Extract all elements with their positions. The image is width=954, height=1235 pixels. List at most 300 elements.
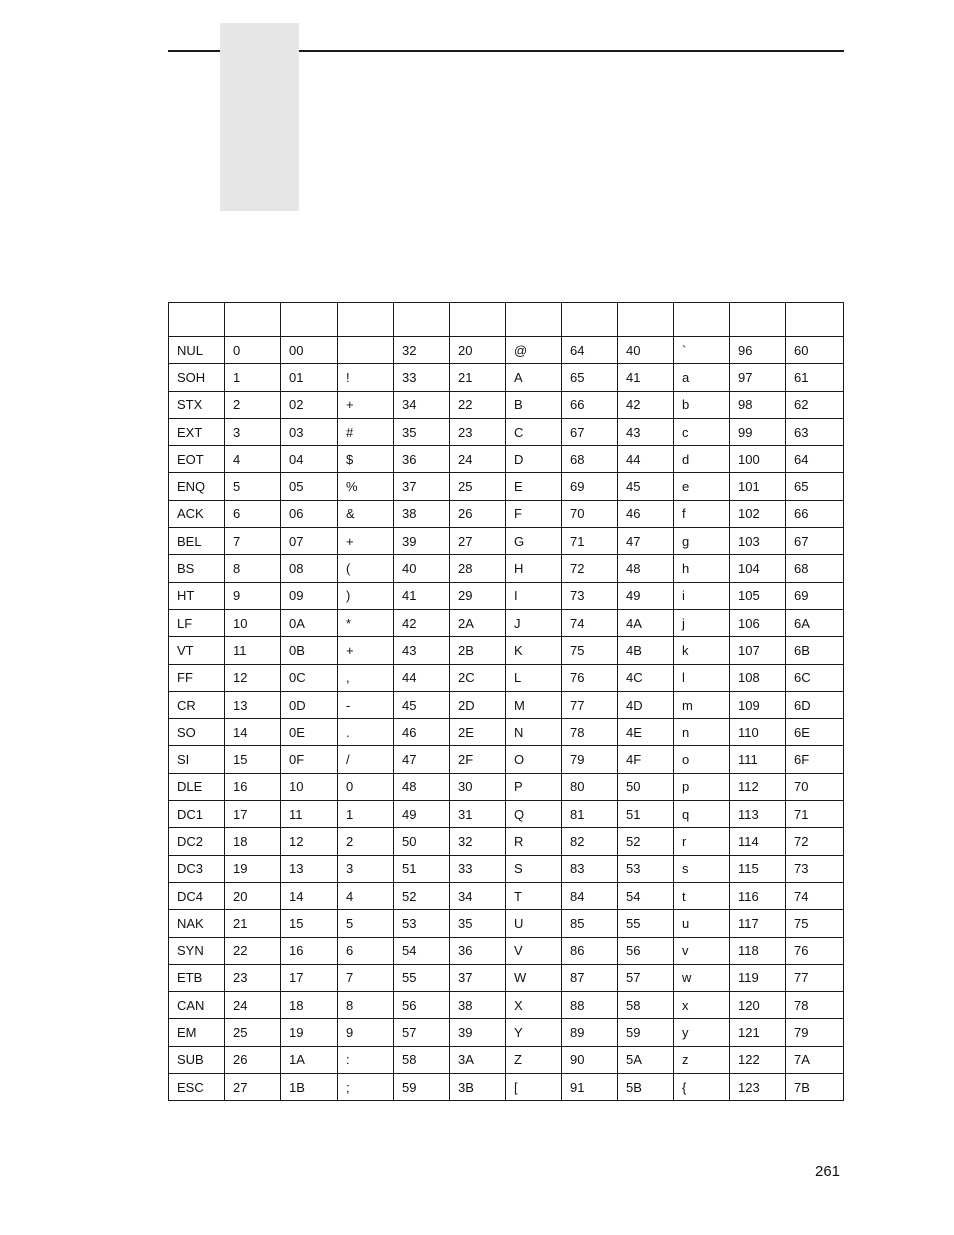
table-cell: 17 [281,964,338,991]
table-row [169,691,844,718]
table-cell: 27 [225,1074,281,1101]
table-cell: 114 [730,828,786,855]
table-cell: 32 [450,828,506,855]
table-cell: 0B [281,637,338,664]
table-cell: EXT [169,418,225,445]
table-cell: 66 [786,500,844,527]
table-cell: 03 [281,418,338,445]
table-cell: 7A [786,1046,844,1073]
table-cell: 25 [450,473,506,500]
table-cell: 0F [281,746,338,773]
table-cell: 12 [225,664,281,691]
table-cell: 73 [562,582,618,609]
table-cell: 121 [730,1019,786,1046]
table-cell: p [674,773,730,800]
chapter-tab-block [220,23,299,211]
table-cell: HT [169,582,225,609]
table-cell: v [674,937,730,964]
table-cell: 6B [786,637,844,664]
table-cell: 102 [730,500,786,527]
table-cell: 0A [281,609,338,636]
table-cell: 01 [281,364,338,391]
table-cell: SUB [169,1046,225,1073]
table-cell: 85 [562,910,618,937]
table-cell: ) [338,582,394,609]
table-cell: 58 [394,1046,450,1073]
table-cell: 106 [730,609,786,636]
column-header [394,303,450,337]
table-cell: Y [506,1019,562,1046]
table-cell: 3 [338,855,394,882]
table-cell: S [506,855,562,882]
table-cell: 9 [338,1019,394,1046]
table-cell: 104 [730,555,786,582]
table-cell: h [674,555,730,582]
table-cell: 68 [562,446,618,473]
table-cell: 20 [225,882,281,909]
table-cell: 13 [225,691,281,718]
table-cell: 22 [450,391,506,418]
table-cell: $ [338,446,394,473]
table-cell: 112 [730,773,786,800]
table-cell: d [674,446,730,473]
table-cell: 76 [562,664,618,691]
table-cell: 50 [394,828,450,855]
table-cell: 52 [394,882,450,909]
page-number: 261 [815,1163,841,1180]
table-cell: 2E [450,719,506,746]
table-cell: Z [506,1046,562,1073]
table-cell: + [338,528,394,555]
table-cell: 74 [786,882,844,909]
table-cell: g [674,528,730,555]
table-cell: 55 [618,910,674,937]
table-cell: 60 [786,337,844,364]
table-cell: 4A [618,609,674,636]
table-cell: j [674,609,730,636]
table-cell: 41 [394,582,450,609]
table-cell: 0C [281,664,338,691]
table-cell: - [338,691,394,718]
table-cell: NAK [169,910,225,937]
table-cell: 10 [225,609,281,636]
table-cell: 69 [786,582,844,609]
table-cell: + [338,391,394,418]
table-cell: 44 [618,446,674,473]
table-cell: 36 [450,937,506,964]
table-cell: 88 [562,992,618,1019]
table-cell: 80 [562,773,618,800]
table-cell: [ [506,1074,562,1101]
table-cell: # [338,418,394,445]
column-header [506,303,562,337]
table-row [169,719,844,746]
table-cell: 1B [281,1074,338,1101]
header-rule-left [168,50,220,52]
table-cell: 15 [281,910,338,937]
table-cell: 2C [450,664,506,691]
table-cell: 72 [786,828,844,855]
table-cell: 107 [730,637,786,664]
table-cell: { [674,1074,730,1101]
table-cell: 50 [618,773,674,800]
table-cell: 71 [786,801,844,828]
ascii-code-table [168,302,844,1101]
column-header [225,303,281,337]
table-cell: 0 [225,337,281,364]
table-cell: e [674,473,730,500]
table-cell: ESC [169,1074,225,1101]
table-cell: 08 [281,555,338,582]
table-cell: STX [169,391,225,418]
table-cell: N [506,719,562,746]
table-cell: BEL [169,528,225,555]
table-cell: BS [169,555,225,582]
table-cell: 45 [618,473,674,500]
table-row [169,992,844,1019]
table-cell: G [506,528,562,555]
table-cell: 101 [730,473,786,500]
table-row [169,801,844,828]
table-cell: 3B [450,1074,506,1101]
column-header [674,303,730,337]
table-cell: m [674,691,730,718]
table-cell: 46 [394,719,450,746]
table-row [169,937,844,964]
table-cell: 63 [786,418,844,445]
table-cell: CAN [169,992,225,1019]
table-cell: 59 [618,1019,674,1046]
table-cell: 64 [562,337,618,364]
table-cell: E [506,473,562,500]
table-cell: 67 [786,528,844,555]
table-cell: 100 [730,446,786,473]
table-cell: EM [169,1019,225,1046]
table-cell: 74 [562,609,618,636]
table-cell: 43 [618,418,674,445]
table-cell: 120 [730,992,786,1019]
table-cell: 30 [450,773,506,800]
table-cell: 79 [562,746,618,773]
table-cell: M [506,691,562,718]
table-cell: 35 [450,910,506,937]
table-row [169,1074,844,1101]
table-cell: 6 [338,937,394,964]
table-cell: 2 [338,828,394,855]
table-cell: 56 [618,937,674,964]
table-cell: % [338,473,394,500]
table-cell: 4C [618,664,674,691]
column-header [169,303,225,337]
table-row [169,1019,844,1046]
table-cell: 68 [786,555,844,582]
table-cell: 37 [450,964,506,991]
table-cell: LF [169,609,225,636]
table-cell: 78 [562,719,618,746]
table-cell: 72 [562,555,618,582]
table-cell: 24 [225,992,281,1019]
table-cell: 7B [786,1074,844,1101]
column-header [730,303,786,337]
table-cell: 06 [281,500,338,527]
table-row [169,828,844,855]
table-cell: 115 [730,855,786,882]
table-cell: 64 [786,446,844,473]
table-cell: 67 [562,418,618,445]
table-header-row [169,303,844,337]
table-cell: 116 [730,882,786,909]
table-cell: VT [169,637,225,664]
table-cell: 6 [225,500,281,527]
table-cell: 49 [394,801,450,828]
table-cell: 82 [562,828,618,855]
table-cell: 55 [394,964,450,991]
table-cell: 99 [730,418,786,445]
table-cell: 89 [562,1019,618,1046]
table-cell: ! [338,364,394,391]
table-cell: 12 [281,828,338,855]
table-cell: 97 [730,364,786,391]
table-cell: y [674,1019,730,1046]
table-cell: 18 [281,992,338,1019]
table-cell: DC3 [169,855,225,882]
table-cell: 2F [450,746,506,773]
table-cell: 05 [281,473,338,500]
table-cell: r [674,828,730,855]
table-cell: ACK [169,500,225,527]
table-cell: t [674,882,730,909]
table-cell: P [506,773,562,800]
table-cell: 76 [786,937,844,964]
table-cell: q [674,801,730,828]
table-cell: 58 [618,992,674,1019]
table-cell: 75 [786,910,844,937]
table-row [169,555,844,582]
table-cell: I [506,582,562,609]
table-cell: 109 [730,691,786,718]
table-cell: T [506,882,562,909]
table-cell: 56 [394,992,450,1019]
table-cell: 25 [225,1019,281,1046]
table-cell: 3 [225,418,281,445]
table-cell: 33 [394,364,450,391]
table-cell: 0 [338,773,394,800]
table-cell: 6F [786,746,844,773]
table-cell: u [674,910,730,937]
table-cell: 09 [281,582,338,609]
table-cell: z [674,1046,730,1073]
table-cell: 53 [618,855,674,882]
table-cell: 48 [618,555,674,582]
table-cell: 53 [394,910,450,937]
table-cell: 15 [225,746,281,773]
table-cell: 90 [562,1046,618,1073]
table-cell: J [506,609,562,636]
table-cell: 79 [786,1019,844,1046]
table-cell: 28 [450,555,506,582]
table-cell: 84 [562,882,618,909]
table-cell: R [506,828,562,855]
table-cell: 54 [618,882,674,909]
table-cell: 87 [562,964,618,991]
table-cell: 61 [786,364,844,391]
table-cell: SI [169,746,225,773]
table-cell: * [338,609,394,636]
table-cell: 21 [225,910,281,937]
table-cell: 35 [394,418,450,445]
table-cell: 4D [618,691,674,718]
table-cell: 65 [786,473,844,500]
column-header [562,303,618,337]
table-cell: 70 [786,773,844,800]
table-cell: 46 [618,500,674,527]
table-cell: 117 [730,910,786,937]
table-cell: 42 [618,391,674,418]
table-cell: 122 [730,1046,786,1073]
table-cell: 96 [730,337,786,364]
table-cell: c [674,418,730,445]
table-cell: X [506,992,562,1019]
table-row [169,391,844,418]
table-cell: 113 [730,801,786,828]
table-cell: 78 [786,992,844,1019]
table-cell: o [674,746,730,773]
table-cell: 8 [338,992,394,1019]
table-cell: 7 [338,964,394,991]
table-row [169,882,844,909]
table-cell: 04 [281,446,338,473]
table-cell: 40 [618,337,674,364]
table-cell [338,337,394,364]
table-cell: 103 [730,528,786,555]
table-cell: B [506,391,562,418]
table-body [169,337,844,1101]
table-row [169,337,844,364]
table-cell: k [674,637,730,664]
table-cell: DC4 [169,882,225,909]
table-cell: 110 [730,719,786,746]
table-cell: 2B [450,637,506,664]
table-cell: 111 [730,746,786,773]
table-cell: 105 [730,582,786,609]
table-cell: 86 [562,937,618,964]
table-cell: 6D [786,691,844,718]
table-cell: SO [169,719,225,746]
table-cell: 91 [562,1074,618,1101]
table-cell: 41 [618,364,674,391]
table-cell: DC1 [169,801,225,828]
table-cell: 07 [281,528,338,555]
table-cell: 42 [394,609,450,636]
table-cell: 0D [281,691,338,718]
table-cell: 21 [450,364,506,391]
table-cell: 2 [225,391,281,418]
table-cell: 57 [394,1019,450,1046]
table-cell: O [506,746,562,773]
table-cell: 43 [394,637,450,664]
table-cell: 0E [281,719,338,746]
table-cell: 6E [786,719,844,746]
table-cell: 4 [225,446,281,473]
table-cell: 51 [394,855,450,882]
table-cell: + [338,637,394,664]
table-cell: 11 [225,637,281,664]
table-cell: ENQ [169,473,225,500]
table-cell: / [338,746,394,773]
table-cell: 37 [394,473,450,500]
table-cell: . [338,719,394,746]
table-cell: 2D [450,691,506,718]
table-cell: 54 [394,937,450,964]
table-cell: 02 [281,391,338,418]
table-cell: 47 [394,746,450,773]
table-cell: n [674,719,730,746]
table-row [169,910,844,937]
table-cell: 2A [450,609,506,636]
table-cell: @ [506,337,562,364]
table-row [169,964,844,991]
table-cell: U [506,910,562,937]
table-cell: DC2 [169,828,225,855]
table-cell: 29 [450,582,506,609]
table-cell: 34 [450,882,506,909]
table-row [169,664,844,691]
table-row [169,582,844,609]
table-cell: 59 [394,1074,450,1101]
table-cell: C [506,418,562,445]
table-cell: a [674,364,730,391]
table-cell: 9 [225,582,281,609]
column-header [281,303,338,337]
table-cell: 33 [450,855,506,882]
table-cell: SYN [169,937,225,964]
column-header [786,303,844,337]
table-row [169,855,844,882]
table-cell: 123 [730,1074,786,1101]
table-cell: x [674,992,730,1019]
table-cell: 65 [562,364,618,391]
table-cell: 47 [618,528,674,555]
table-cell: 20 [450,337,506,364]
table-cell: V [506,937,562,964]
table-cell: 31 [450,801,506,828]
table-cell: 77 [562,691,618,718]
table-cell: FF [169,664,225,691]
table-cell: DLE [169,773,225,800]
table-row [169,500,844,527]
table-cell: F [506,500,562,527]
table-cell: 66 [562,391,618,418]
table-cell: 4 [338,882,394,909]
table-cell: 49 [618,582,674,609]
column-header [450,303,506,337]
table-cell: 5 [225,473,281,500]
table-cell: ETB [169,964,225,991]
table-cell: L [506,664,562,691]
table-cell: 83 [562,855,618,882]
table-cell: 1A [281,1046,338,1073]
table-cell: , [338,664,394,691]
table-row [169,637,844,664]
table-cell: 00 [281,337,338,364]
table-cell: EOT [169,446,225,473]
table-cell: 118 [730,937,786,964]
table-cell: 70 [562,500,618,527]
table-cell: 17 [225,801,281,828]
table-cell: 10 [281,773,338,800]
table-cell: 77 [786,964,844,991]
table-cell: 23 [225,964,281,991]
